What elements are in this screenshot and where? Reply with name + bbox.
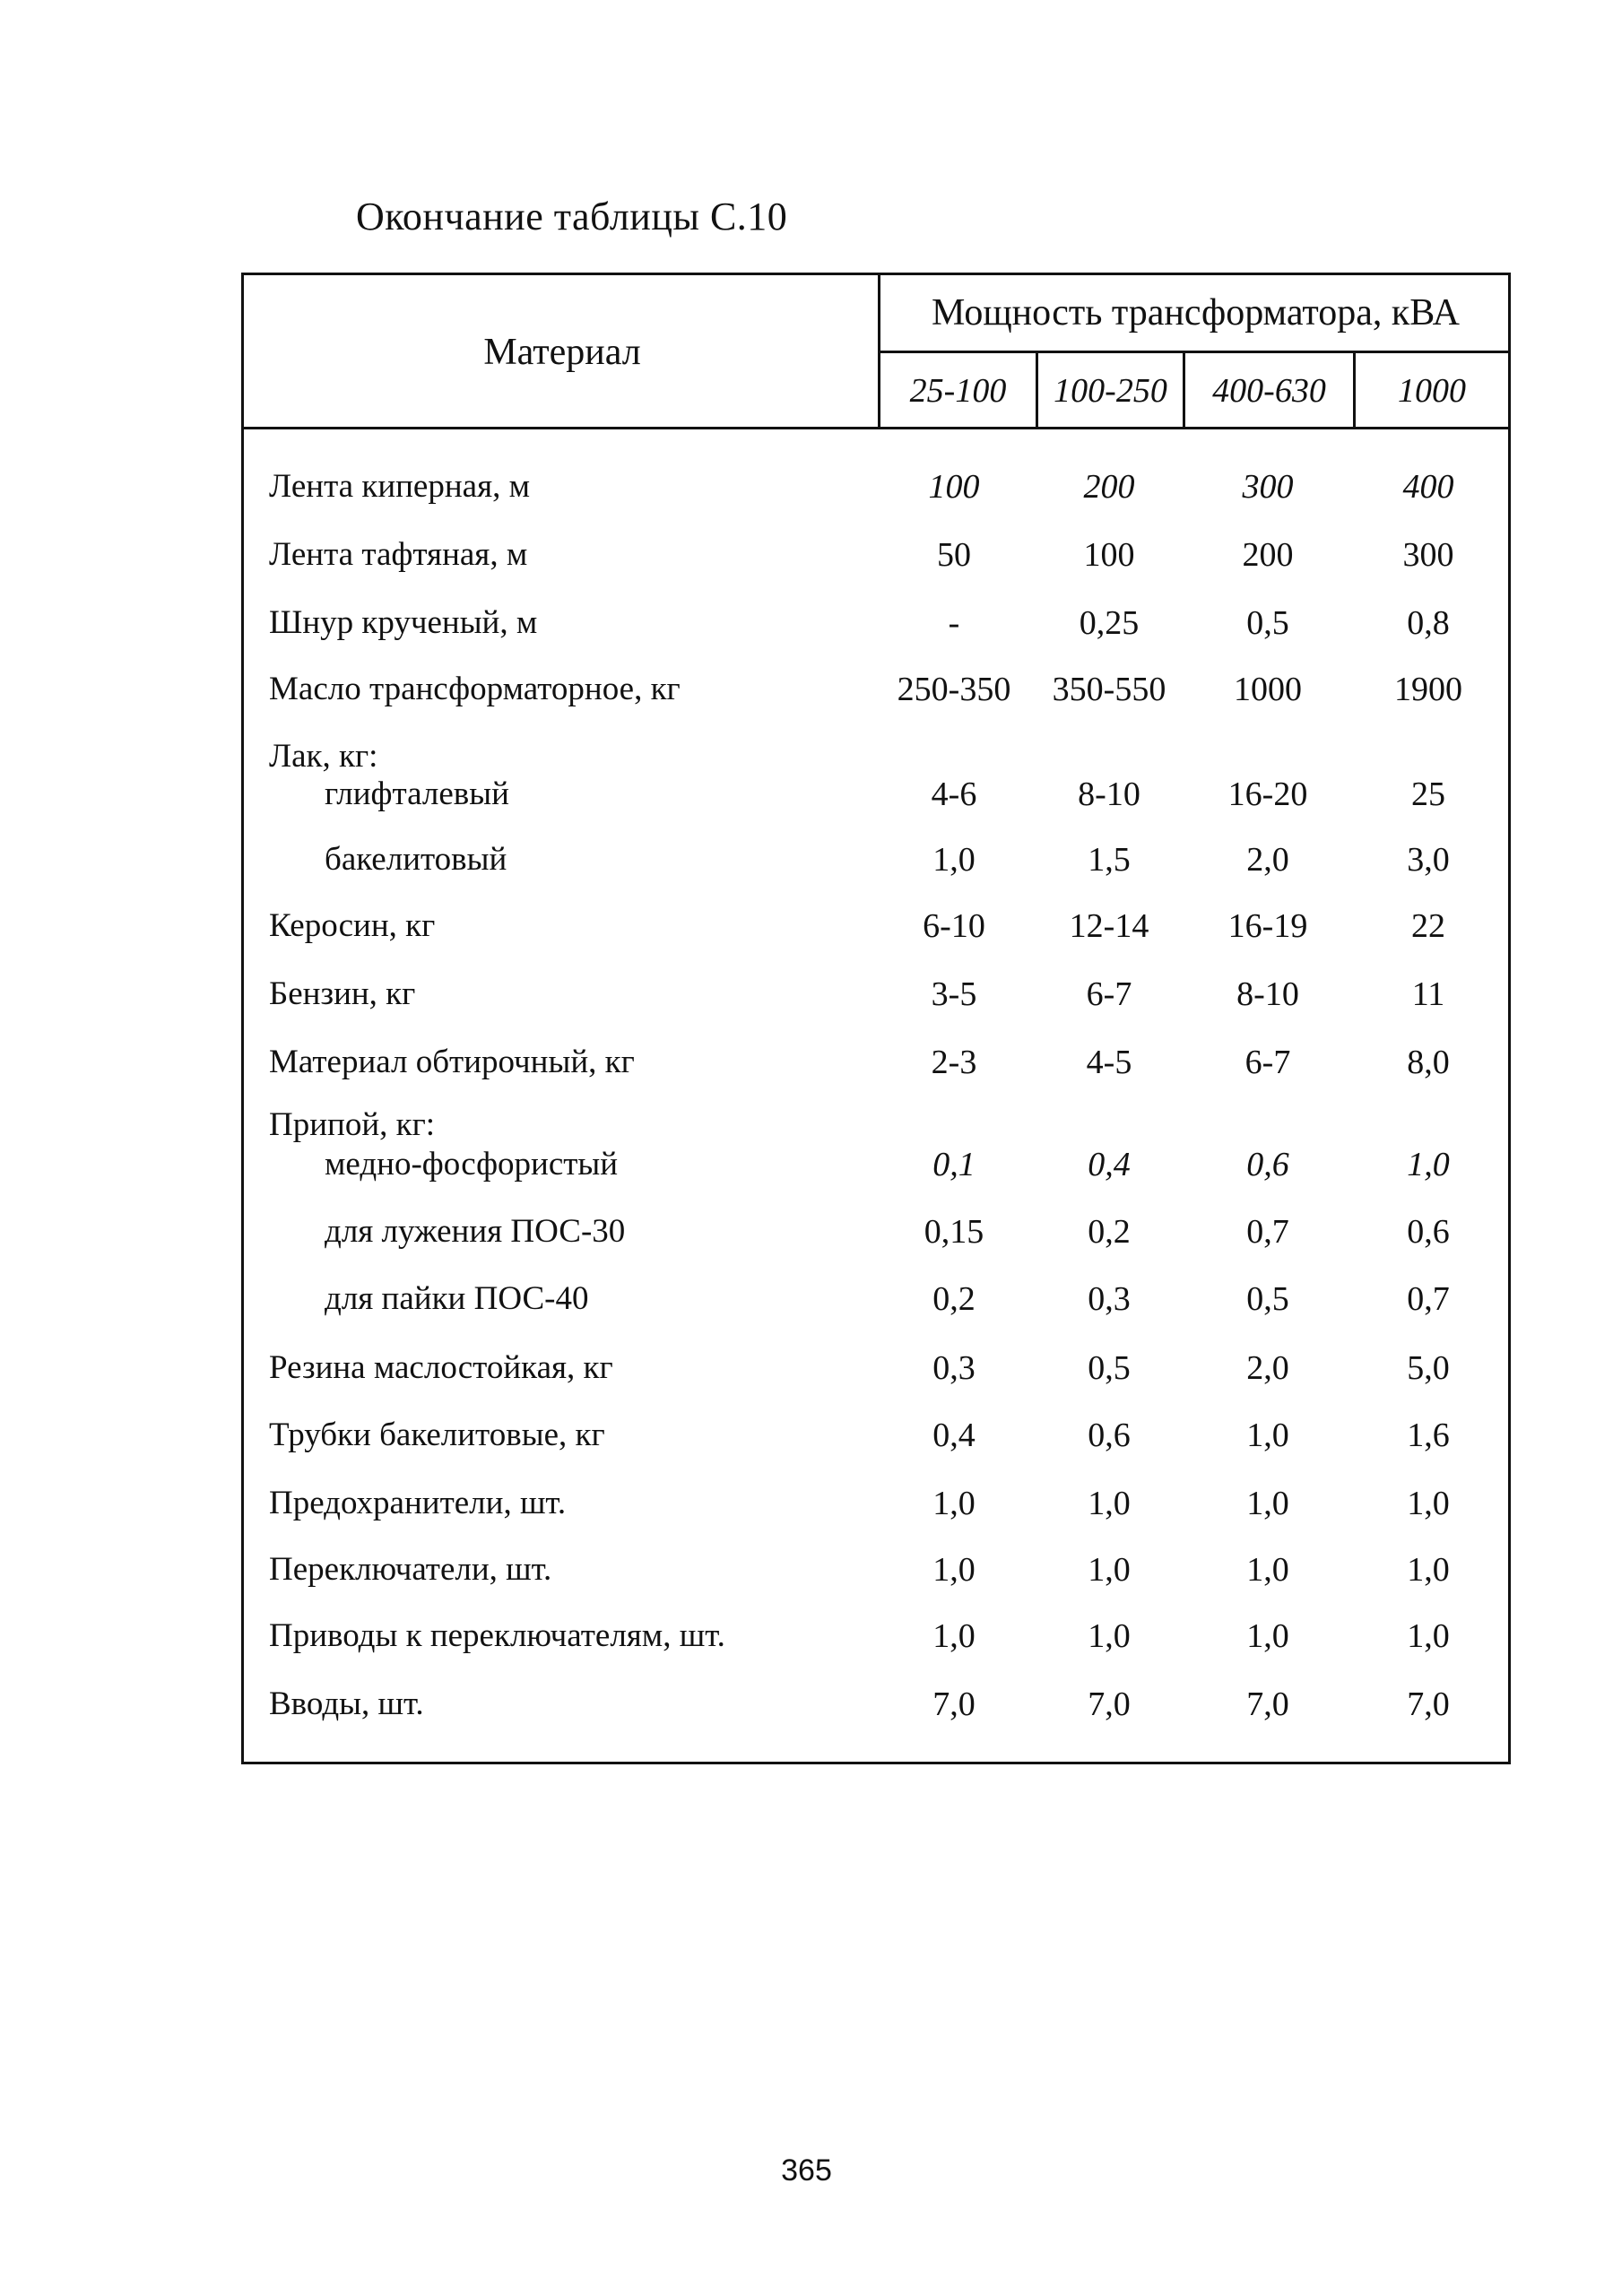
row-value: 3-5 — [931, 975, 977, 1013]
row-value: - — [948, 604, 960, 642]
table-row — [244, 906, 1508, 969]
header-power: Мощность трансформатора, кВА — [932, 292, 1460, 334]
row-value: 0,6 — [1246, 1146, 1289, 1183]
row-value: 0,4 — [1088, 1146, 1131, 1183]
row-value: 1,0 — [1246, 1417, 1289, 1454]
table-row — [244, 535, 1508, 598]
table-row — [244, 1416, 1508, 1478]
table-row — [244, 975, 1508, 1037]
table-caption: Окончание таблицы С.10 — [356, 195, 788, 238]
row-value: 11 — [1411, 975, 1445, 1013]
row-label: Припой, кг: — [269, 1106, 436, 1143]
row-label: Приводы к переключателям, шт. — [269, 1617, 725, 1654]
row-label: для пайки ПОС-40 — [325, 1280, 589, 1317]
row-value: 0,6 — [1088, 1417, 1131, 1454]
header-material: Материал — [483, 332, 641, 373]
row-label: для лужения ПОС-30 — [325, 1213, 626, 1250]
row-value: 1,6 — [1407, 1417, 1450, 1454]
row-value: 22 — [1411, 907, 1445, 945]
row-value: 0,4 — [932, 1417, 976, 1454]
row-label: Предохранители, шт. — [269, 1485, 567, 1521]
row-value: 1,0 — [932, 1551, 976, 1589]
row-value: 16-20 — [1227, 775, 1308, 813]
table-row — [244, 840, 1508, 903]
row-value: 0,1 — [932, 1146, 976, 1183]
row-value: 1,0 — [1407, 1617, 1450, 1655]
table-row — [244, 1043, 1508, 1105]
header-col-400-630: 400-630 — [1212, 372, 1326, 410]
header-col-1000: 1000 — [1398, 372, 1466, 410]
row-label: Резина маслостойкая, кг — [269, 1349, 613, 1386]
row-label: Переключатели, шт. — [269, 1551, 552, 1588]
row-value: 0,2 — [932, 1280, 976, 1318]
row-value: 1,0 — [932, 841, 976, 879]
row-value: 1,0 — [932, 1617, 976, 1655]
row-value: 50 — [937, 536, 971, 574]
row-value: 100 — [1083, 536, 1135, 574]
row-value: 250-350 — [897, 671, 1011, 708]
row-value: 0,7 — [1246, 1213, 1289, 1251]
table-row — [244, 1279, 1508, 1342]
row-value: 0,5 — [1088, 1349, 1131, 1387]
row-label: Шнур крученый, м — [269, 604, 538, 641]
row-label: Лента киперная, м — [269, 468, 531, 505]
row-label: бакелитовый — [325, 841, 507, 878]
table-row — [244, 467, 1508, 530]
row-value: 1,0 — [1088, 1551, 1131, 1589]
row-label: медно-фосфористый — [325, 1146, 619, 1183]
table-row — [244, 1484, 1508, 1547]
row-value: 1,5 — [1088, 841, 1131, 879]
row-value: 8-10 — [1078, 775, 1140, 813]
row-value: 6-7 — [1244, 1044, 1291, 1081]
table-row — [244, 1145, 1508, 1208]
row-label: Лак, кг: — [269, 738, 378, 775]
row-value: 0,8 — [1407, 604, 1450, 642]
table-row — [244, 1550, 1508, 1613]
page-number: 365 — [781, 2153, 832, 2188]
row-value: 12-14 — [1069, 907, 1149, 945]
row-value: 300 — [1242, 468, 1294, 506]
row-value: 0,2 — [1088, 1213, 1131, 1251]
row-label: Трубки бакелитовые, кг — [269, 1417, 605, 1453]
row-label: Масло трансформаторное, кг — [269, 671, 681, 707]
header-col-25-100: 25-100 — [909, 372, 1007, 410]
row-value: 2-3 — [931, 1044, 977, 1081]
row-value: 7,0 — [1246, 1685, 1289, 1723]
materials-table — [241, 273, 1511, 1764]
row-value: 8-10 — [1236, 975, 1299, 1013]
row-value: 1,0 — [1407, 1485, 1450, 1522]
row-value: 4-5 — [1086, 1044, 1132, 1081]
row-value: 1,0 — [1246, 1617, 1289, 1655]
table-row — [244, 1348, 1508, 1411]
row-value: 100 — [928, 468, 980, 506]
row-value: 1,0 — [1407, 1551, 1450, 1589]
row-value: 0,25 — [1079, 604, 1140, 642]
row-value: 1900 — [1394, 671, 1462, 708]
row-value: 0,5 — [1246, 604, 1289, 642]
row-label: Материал обтирочный, кг — [269, 1044, 635, 1080]
row-value: 1,0 — [1088, 1617, 1131, 1655]
row-value: 300 — [1402, 536, 1454, 574]
row-value: 0,5 — [1246, 1280, 1289, 1318]
row-value: 1,0 — [932, 1485, 976, 1522]
row-label: Лента тафтяная, м — [269, 536, 528, 573]
row-label: глифталевый — [325, 775, 509, 812]
table-row — [244, 775, 1508, 837]
row-value: 1,0 — [1246, 1485, 1289, 1522]
table-row — [244, 603, 1508, 666]
row-value: 8,0 — [1407, 1044, 1450, 1081]
row-label: Керосин, кг — [269, 907, 436, 944]
row-value: 4-6 — [931, 775, 977, 813]
row-value: 350-550 — [1052, 671, 1166, 708]
row-value: 6-10 — [923, 907, 985, 945]
header-col-100-250: 100-250 — [1054, 372, 1167, 410]
row-value: 0,3 — [932, 1349, 976, 1387]
row-value: 25 — [1411, 775, 1445, 813]
row-value: 5,0 — [1407, 1349, 1450, 1387]
row-value: 200 — [1242, 536, 1294, 574]
row-label: Вводы, шт. — [269, 1685, 424, 1722]
row-value: 0,6 — [1407, 1213, 1450, 1251]
table-row — [244, 1212, 1508, 1275]
row-value: 7,0 — [1407, 1685, 1450, 1723]
row-value: 0,3 — [1088, 1280, 1131, 1318]
table-row — [244, 1685, 1508, 1747]
row-value: 6-7 — [1086, 975, 1132, 1013]
row-value: 7,0 — [1088, 1685, 1131, 1723]
row-value: 1,0 — [1088, 1485, 1131, 1522]
row-value: 16-19 — [1227, 907, 1308, 945]
row-value: 3,0 — [1407, 841, 1450, 879]
row-value: 0,7 — [1407, 1280, 1450, 1318]
row-value: 1,0 — [1407, 1146, 1450, 1183]
row-value: 1000 — [1234, 671, 1302, 708]
row-value: 0,15 — [924, 1213, 984, 1251]
row-value: 2,0 — [1246, 1349, 1289, 1387]
row-value: 2,0 — [1246, 841, 1289, 879]
row-value: 1,0 — [1246, 1551, 1289, 1589]
table-row — [244, 670, 1508, 732]
row-value: 400 — [1402, 468, 1454, 506]
row-value: 7,0 — [932, 1685, 976, 1723]
row-value: 200 — [1083, 468, 1135, 506]
row-label: Бензин, кг — [269, 975, 416, 1012]
table-row — [244, 1616, 1508, 1679]
